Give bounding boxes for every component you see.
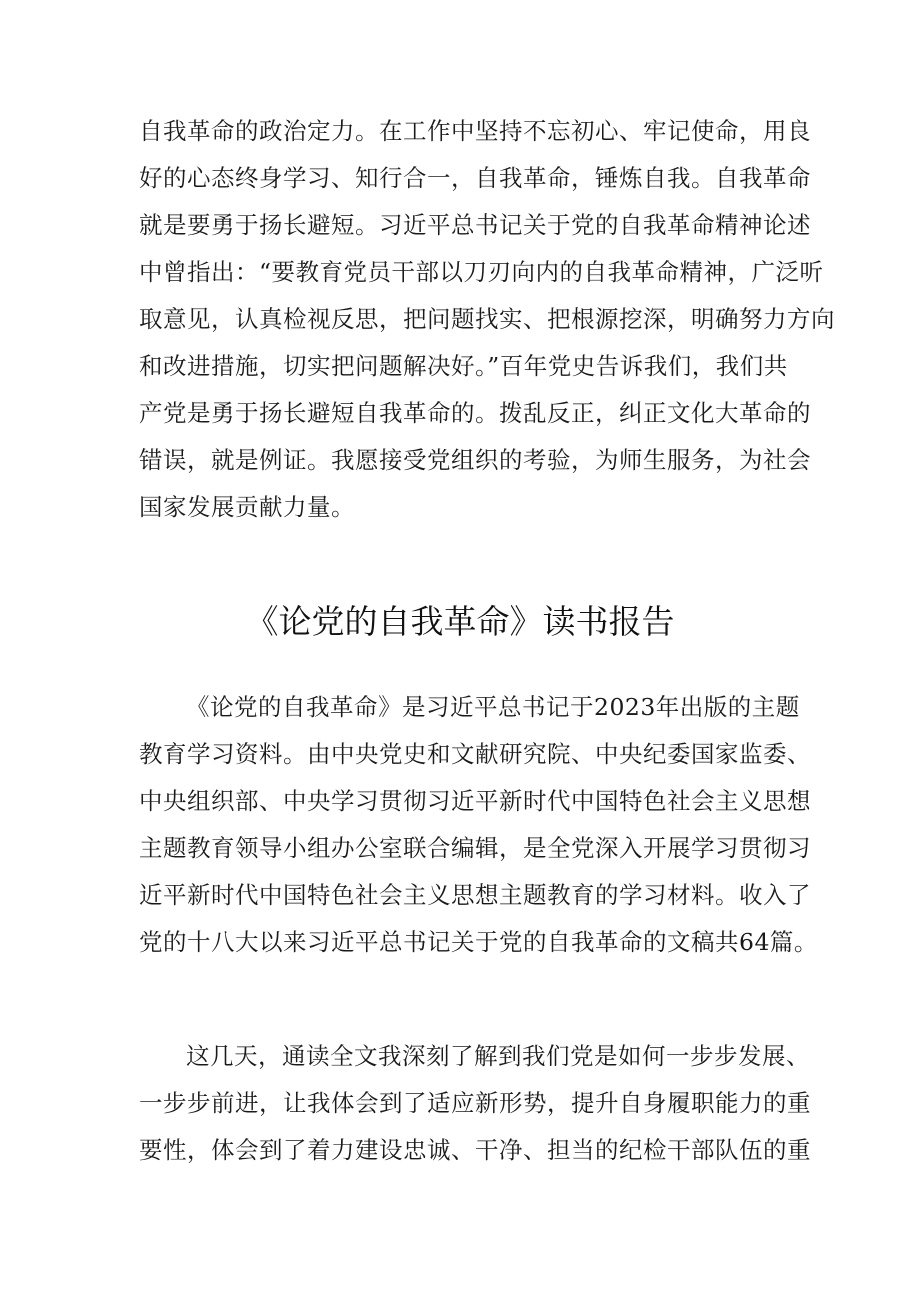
- text-line: 就是要勇于扬长避短。习近平总书记关于党的自我革命精神论述: [139, 211, 811, 239]
- text-line: 和改进措施，切实把问题解决好。”百年党史告诉我们，我们共: [139, 352, 788, 380]
- text-line: 要性，体会到了着力建设忠诚、干净、担当的纪检干部队伍的重: [139, 1136, 811, 1164]
- text-line: 一步步前进，让我体会到了适应新形势，提升自身履职能力的重: [139, 1089, 811, 1117]
- text-line: 错误，就是例证。我愿接受党组织的考验，为师生服务，为社会: [139, 446, 811, 474]
- report-title: 《论党的自我革命》读书报告: [245, 602, 675, 641]
- text-line: 自我革命的政治定力。在工作中坚持不忘初心、牢记使命，用良: [139, 117, 811, 145]
- text-line: 党的十八大以来习近平总书记关于党的自我革命的文稿共64篇。: [139, 928, 818, 956]
- text-line: 取意见，认真检视反思，把问题找实、把根源挖深，明确努力方向: [139, 305, 835, 333]
- text-line: 主题教育领导小组办公室联合编辑，是全党深入开展学习贯彻习: [139, 834, 811, 862]
- text-line: 近平新时代中国特色社会主义思想主题教育的学习材料。收入了: [139, 881, 811, 909]
- text-line: 中央组织部、中央学习贯彻习近平新时代中国特色社会主义思想: [139, 787, 811, 815]
- text-line: 教育学习资料。由中央党史和文献研究院、中央纪委国家监委、: [139, 740, 811, 768]
- text-line: 国家发展贡献力量。: [139, 493, 355, 521]
- text-line: 中曾指出：“要教育党员干部以刀刃向内的自我革命精神，广泛听: [139, 258, 824, 286]
- text-line: 《论党的自我革命》是习近平总书记于2023年出版的主题: [186, 693, 800, 721]
- text-line: 产党是勇于扬长避短自我革命的。拨乱反正，纠正文化大革命的: [139, 399, 811, 427]
- text-line: 这几天，通读全文我深刻了解到我们党是如何一步步发展、: [186, 1042, 810, 1070]
- text-line: 好的心态终身学习、知行合一，自我革命，锤炼自我。自我革命: [139, 164, 811, 192]
